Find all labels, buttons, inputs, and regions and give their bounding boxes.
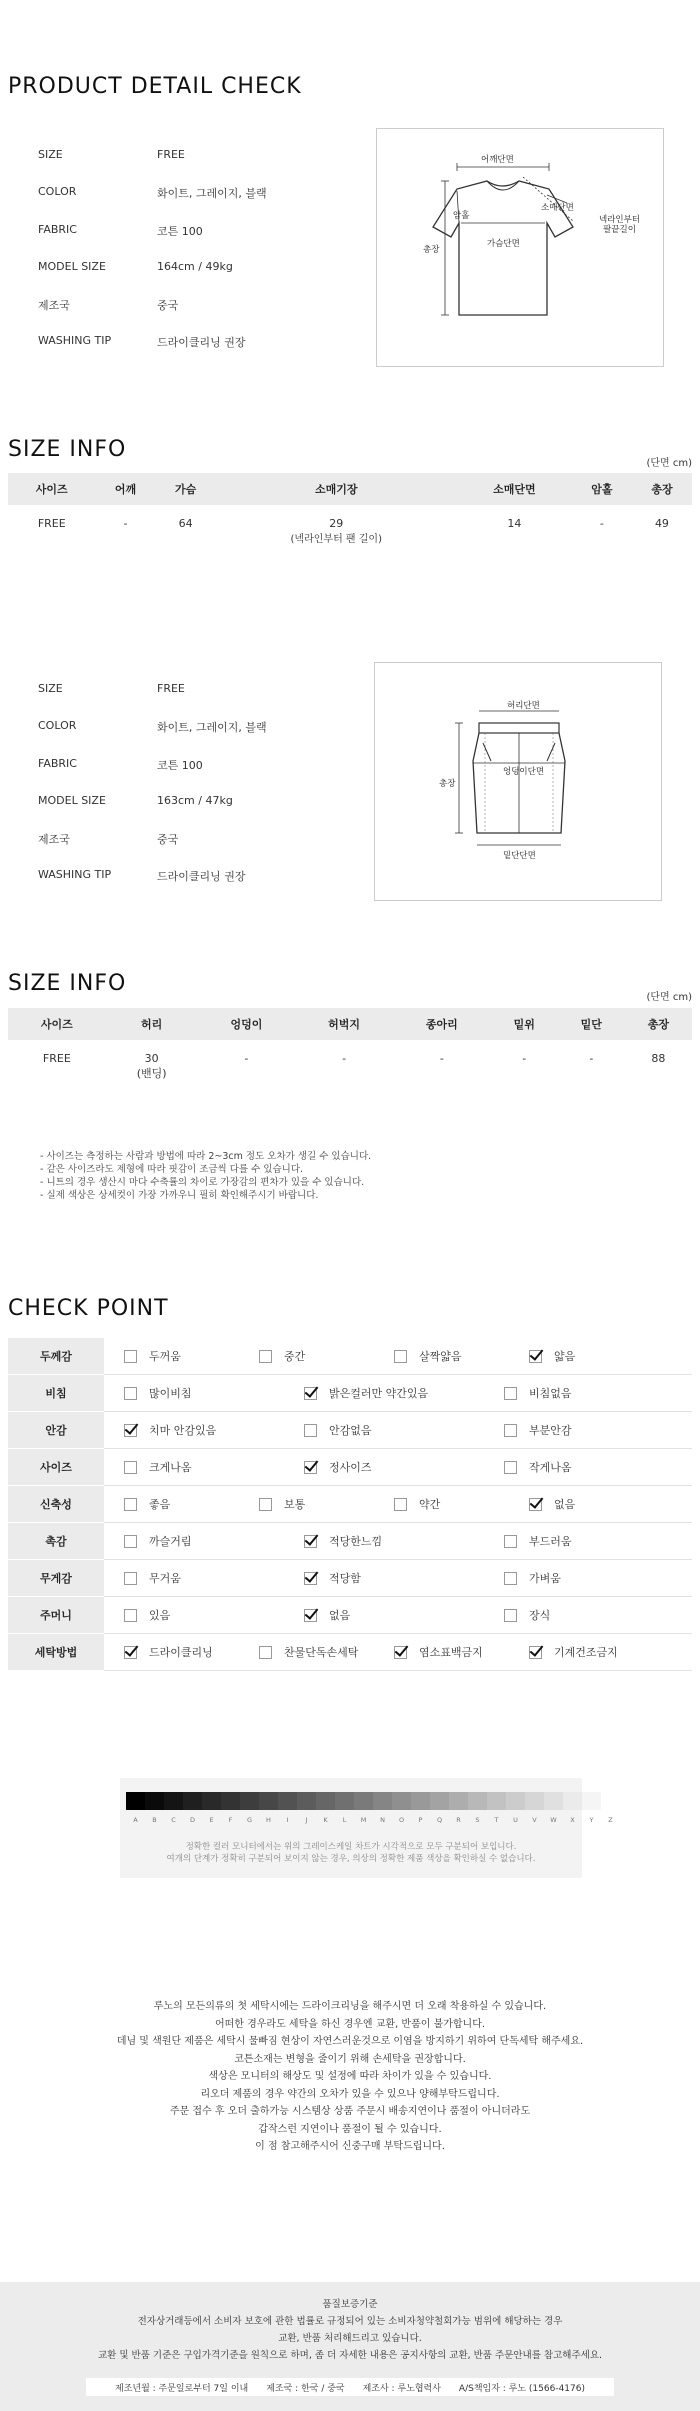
check-point-row bbox=[8, 1597, 692, 1634]
check-option bbox=[529, 1348, 575, 1364]
spec-value: 중국 bbox=[157, 299, 179, 312]
care-line: 루노의 모든의류의 첫 세탁시에는 드라이크리닝을 해주시면 더 오래 착용하실 수 있습니다. bbox=[153, 2001, 547, 2012]
note-line: - 니트의 경우 생산시 마다 수축률의 차이로 가장감의 편차가 있을 수 있습니다. bbox=[40, 1177, 365, 1188]
check-option bbox=[304, 1533, 382, 1549]
unchecked-checkbox-icon bbox=[124, 1350, 137, 1363]
check-point-options bbox=[104, 1449, 692, 1486]
check-option bbox=[504, 1570, 561, 1586]
gray-swatch-letter: X bbox=[570, 1816, 575, 1824]
spec-value: FREE bbox=[157, 148, 185, 161]
unchecked-checkbox-icon bbox=[504, 1424, 517, 1437]
spec-value: 화이트, 그레이지, 블랙 bbox=[157, 187, 267, 200]
footer-line: 전자상거래등에서 소비자 보호에 관한 법률로 규정되어 있는 소비자청약철회가능 범위에 해당하는 경우 bbox=[137, 2316, 563, 2327]
table-cell: 49 bbox=[654, 517, 669, 530]
check-point-category: 무게감 bbox=[8, 1560, 104, 1597]
check-option bbox=[529, 1496, 575, 1512]
check-point-table bbox=[8, 1338, 692, 1671]
hem-label: 밑단단면 bbox=[503, 851, 536, 861]
gray-swatch-letter: E bbox=[209, 1816, 214, 1824]
footer-country: 제조국 : 한국 / 중국 bbox=[266, 2383, 345, 2394]
unchecked-checkbox-icon bbox=[259, 1498, 272, 1511]
spec-label: COLOR bbox=[38, 719, 77, 732]
footer-line: 교환, 반품 처리해드리고 있습니다. bbox=[278, 2333, 422, 2344]
check-point-options bbox=[104, 1338, 692, 1375]
care-line: 데님 및 색원단 제품은 세탁시 물빠짐 현상이 자연스러운것으로 이염을 방지하기 위하여 단독세탁 해주세요. bbox=[116, 2036, 584, 2047]
check-option-label: 부드러움 bbox=[529, 1535, 572, 1548]
gray-swatch-letter: M bbox=[360, 1816, 367, 1824]
gray-swatch bbox=[297, 1792, 316, 1810]
table-header: 총장 bbox=[625, 1008, 692, 1040]
gray-swatch-letter: W bbox=[550, 1816, 557, 1824]
spec-value: 드라이클리닝 권장 bbox=[157, 870, 246, 883]
check-option bbox=[124, 1607, 170, 1623]
check-point-category: 세탁방법 bbox=[8, 1634, 104, 1671]
skirt-size-diagram bbox=[374, 662, 662, 901]
gray-swatch-letter: L bbox=[342, 1816, 347, 1824]
table-header: 엉덩이 bbox=[198, 1008, 296, 1040]
detail-title: PRODUCT DETAIL CHECK bbox=[8, 74, 302, 99]
check-option-label: 좋음 bbox=[149, 1498, 171, 1511]
check-option-label: 기계건조금지 bbox=[554, 1646, 618, 1659]
check-point-options bbox=[104, 1412, 692, 1449]
check-point-title: CHECK POINT bbox=[8, 1296, 169, 1321]
gray-swatch-letter: S bbox=[475, 1816, 480, 1824]
table-cell: - bbox=[589, 1052, 594, 1065]
unchecked-checkbox-icon bbox=[504, 1572, 517, 1585]
gray-swatch bbox=[240, 1792, 259, 1810]
check-option bbox=[259, 1496, 305, 1512]
table-header: 허리 bbox=[106, 1008, 198, 1040]
footer-line: 품질보증기준 bbox=[322, 2299, 378, 2310]
check-option-label: 많이비침 bbox=[149, 1387, 192, 1400]
checked-checkbox-icon bbox=[304, 1535, 317, 1548]
gray-swatch bbox=[487, 1792, 506, 1810]
gray-swatch bbox=[202, 1792, 221, 1810]
check-option-label: 찬물단독손세탁 bbox=[284, 1646, 359, 1659]
checked-checkbox-icon bbox=[124, 1646, 137, 1659]
gray-swatch bbox=[126, 1792, 145, 1810]
check-option-label: 있음 bbox=[149, 1609, 171, 1622]
check-option bbox=[504, 1385, 572, 1401]
gray-swatch-letter: Y bbox=[589, 1816, 594, 1824]
gray-scale-note: 여개의 단계가 정확히 구분되어 보이지 않는 경우, 의상의 정확한 제품 색상을 확인하실 수 없습니다. bbox=[166, 1854, 536, 1864]
spec-label: MODEL SIZE bbox=[38, 260, 106, 273]
care-line: 코튼소재는 변형을 줄이기 위해 손세탁을 권장합니다. bbox=[234, 2053, 466, 2065]
footer-maker: 제조사 : 루노협력사 bbox=[362, 2383, 441, 2394]
care-line: 색상은 모니터의 해상도 및 설정에 따라 차이가 있을 수 있습니다. bbox=[208, 2071, 492, 2082]
unchecked-checkbox-icon bbox=[304, 1424, 317, 1437]
unchecked-checkbox-icon bbox=[124, 1609, 137, 1622]
table-header-row bbox=[8, 1008, 692, 1040]
gray-swatch-letter: A bbox=[133, 1816, 138, 1824]
gray-swatch bbox=[506, 1792, 525, 1810]
note-line: - 같은 사이즈라도 제형에 따라 핏감이 조금씩 다를 수 있습니다. bbox=[40, 1164, 304, 1175]
chest-label: 가슴단면 bbox=[487, 239, 520, 249]
gray-swatch-letter: P bbox=[418, 1816, 423, 1824]
checked-checkbox-icon bbox=[394, 1646, 407, 1659]
check-point-options bbox=[104, 1560, 692, 1597]
size-info-title: SIZE INFO bbox=[8, 971, 127, 996]
unit-label: (단면 cm) bbox=[646, 458, 692, 469]
check-point-row bbox=[8, 1523, 692, 1560]
gray-swatch bbox=[430, 1792, 449, 1810]
check-option-label: 까슬거림 bbox=[149, 1535, 192, 1548]
care-line: 이 점 참고해주시어 신중구매 부탁드립니다. bbox=[255, 2141, 445, 2152]
check-point-category: 두께감 bbox=[8, 1338, 104, 1375]
check-point-category: 사이즈 bbox=[8, 1449, 104, 1486]
size-notes bbox=[40, 1150, 371, 1202]
check-point-row bbox=[8, 1486, 692, 1523]
check-option-label: 작게나옴 bbox=[529, 1461, 572, 1474]
check-option-label: 없음 bbox=[554, 1498, 576, 1511]
check-option-label: 치마 안감있음 bbox=[149, 1424, 217, 1437]
table-header: 종아리 bbox=[393, 1008, 491, 1040]
care-line: 리오더 제품의 경우 약간의 오차가 있을 수 있으나 양해부탁드립니다. bbox=[200, 2088, 500, 2100]
check-option bbox=[304, 1607, 350, 1623]
sleeve-length-value: 29 bbox=[329, 517, 344, 530]
unchecked-checkbox-icon bbox=[394, 1350, 407, 1363]
table-header: 허벅지 bbox=[295, 1008, 393, 1040]
table-cell: - bbox=[439, 1052, 444, 1065]
table-header: 소매기장 bbox=[216, 473, 457, 505]
gray-swatch-letter: H bbox=[266, 1816, 271, 1824]
table-cell: - bbox=[123, 517, 128, 530]
skirt-size-table bbox=[8, 1008, 692, 1089]
checked-checkbox-icon bbox=[529, 1350, 542, 1363]
check-option-label: 적당함 bbox=[329, 1572, 361, 1585]
table-cell: 88 bbox=[651, 1052, 666, 1065]
footer-info-bar bbox=[86, 2378, 614, 2396]
gray-swatch bbox=[525, 1792, 544, 1810]
checked-checkbox-icon bbox=[529, 1646, 542, 1659]
table-header: 밑단 bbox=[558, 1008, 625, 1040]
check-option bbox=[304, 1385, 428, 1401]
gray-swatch-letter: V bbox=[532, 1816, 537, 1824]
gray-swatch bbox=[221, 1792, 240, 1810]
check-option bbox=[124, 1459, 192, 1475]
table-cell: FREE bbox=[42, 1052, 71, 1065]
check-option bbox=[504, 1607, 550, 1623]
unchecked-checkbox-icon bbox=[124, 1498, 137, 1511]
check-option-label: 안감없음 bbox=[329, 1424, 372, 1437]
table-header: 가슴 bbox=[156, 473, 216, 505]
gray-swatch-letter: T bbox=[494, 1816, 499, 1824]
unchecked-checkbox-icon bbox=[504, 1535, 517, 1548]
check-option-label: 두꺼움 bbox=[149, 1350, 181, 1363]
spec-label: 제조국 bbox=[38, 833, 70, 846]
unit-label: (단면 cm) bbox=[646, 992, 692, 1003]
gray-swatch bbox=[392, 1792, 411, 1810]
check-point-row bbox=[8, 1375, 692, 1412]
size-info-title: SIZE INFO bbox=[8, 437, 127, 462]
top-size-table bbox=[8, 473, 692, 554]
gray-swatch-letter: D bbox=[189, 1816, 195, 1824]
unchecked-checkbox-icon bbox=[124, 1572, 137, 1585]
checked-checkbox-icon bbox=[124, 1424, 137, 1437]
waist-note: (밴딩) bbox=[136, 1067, 167, 1080]
gray-swatch-letter: O bbox=[398, 1816, 405, 1824]
check-option-label: 무거움 bbox=[149, 1572, 181, 1585]
check-point-category: 안감 bbox=[8, 1412, 104, 1449]
care-line: 주문 접수 후 오더 출하가능 시스템상 상품 주문시 배송지연이나 품절이 아니더라도 bbox=[169, 2106, 531, 2117]
check-option-label: 살짝얇음 bbox=[419, 1350, 462, 1363]
check-option bbox=[394, 1644, 483, 1660]
check-option-label: 비침없음 bbox=[529, 1387, 572, 1400]
check-option-label: 가벼움 bbox=[529, 1572, 561, 1585]
table-cell: 64 bbox=[178, 517, 193, 530]
table-header-row bbox=[8, 473, 692, 505]
spec-value: 드라이클리닝 권장 bbox=[157, 336, 246, 349]
checked-checkbox-icon bbox=[304, 1609, 317, 1622]
check-option bbox=[124, 1496, 170, 1512]
check-option bbox=[304, 1422, 372, 1438]
footer bbox=[0, 2282, 700, 2411]
top-size-diagram bbox=[376, 128, 664, 367]
gray-swatch bbox=[145, 1792, 164, 1810]
table-header: 사이즈 bbox=[8, 1008, 106, 1040]
check-point-options bbox=[104, 1597, 692, 1634]
check-point-options bbox=[104, 1523, 692, 1560]
table-cell: - bbox=[522, 1052, 527, 1065]
gray-swatch bbox=[544, 1792, 563, 1810]
check-option bbox=[259, 1348, 305, 1364]
neck-to-sleeve-line1: 넥라인부터 bbox=[599, 215, 641, 225]
check-option bbox=[529, 1644, 618, 1660]
gray-scale-swatches bbox=[126, 1792, 620, 1810]
spec-label: FABRIC bbox=[38, 757, 77, 770]
gray-swatch bbox=[278, 1792, 297, 1810]
spec-value: 코튼 100 bbox=[157, 759, 203, 772]
check-point-category: 주머니 bbox=[8, 1597, 104, 1634]
gray-swatch bbox=[582, 1792, 601, 1810]
sleeve-length-note: (넥라인부터 팬 길이) bbox=[290, 534, 382, 545]
check-point-row bbox=[8, 1449, 692, 1486]
unchecked-checkbox-icon bbox=[504, 1387, 517, 1400]
check-point-options bbox=[104, 1375, 692, 1412]
gray-swatch-letter: G bbox=[246, 1816, 253, 1824]
unchecked-checkbox-icon bbox=[394, 1498, 407, 1511]
check-option-label: 적당한느낌 bbox=[329, 1535, 383, 1548]
check-point-row bbox=[8, 1634, 692, 1671]
footer-as-contact: A/S책임자 : 루노 (1566-4176) bbox=[458, 2383, 585, 2394]
spec-value: 화이트, 그레이지, 블랙 bbox=[157, 721, 267, 734]
table-header: 밑위 bbox=[491, 1008, 558, 1040]
table-cell: - bbox=[342, 1052, 347, 1065]
gray-swatch-letter: R bbox=[456, 1816, 461, 1824]
check-option bbox=[124, 1348, 181, 1364]
gray-swatch-letter: U bbox=[513, 1816, 518, 1824]
table-cell bbox=[106, 1040, 198, 1089]
waist-value: 30 bbox=[144, 1052, 159, 1065]
waist-label: 허리단면 bbox=[507, 701, 540, 711]
check-option-label: 없음 bbox=[329, 1609, 351, 1622]
check-point-row bbox=[8, 1560, 692, 1597]
gray-scale-chart bbox=[120, 1778, 613, 1878]
check-option bbox=[124, 1422, 216, 1438]
check-option bbox=[124, 1644, 213, 1660]
check-option bbox=[304, 1570, 361, 1586]
table-header: 총장 bbox=[632, 473, 692, 505]
gray-swatch bbox=[449, 1792, 468, 1810]
table-header: 어깨 bbox=[96, 473, 156, 505]
table-row bbox=[8, 1040, 692, 1089]
spec-label: WASHING TIP bbox=[38, 868, 112, 881]
gray-swatch-letter: N bbox=[380, 1816, 385, 1824]
gray-swatch-letter: I bbox=[286, 1816, 289, 1824]
check-point-category: 신축성 bbox=[8, 1486, 104, 1523]
check-option-label: 드라이클리닝 bbox=[149, 1646, 213, 1659]
unchecked-checkbox-icon bbox=[124, 1387, 137, 1400]
gray-swatch-letter: C bbox=[171, 1816, 176, 1824]
unchecked-checkbox-icon bbox=[124, 1535, 137, 1548]
check-option-label: 보통 bbox=[284, 1498, 306, 1511]
gray-swatch bbox=[183, 1792, 202, 1810]
gray-swatch-letter: J bbox=[305, 1816, 308, 1824]
gray-swatch bbox=[164, 1792, 183, 1810]
table-cell: 14 bbox=[507, 517, 522, 530]
table-header: 사이즈 bbox=[8, 473, 96, 505]
note-line: - 실제 색상은 상세컷이 가장 가까우니 필히 확인해주시기 바랍니다. bbox=[40, 1190, 319, 1201]
spec-value: 코튼 100 bbox=[157, 225, 203, 238]
check-option-label: 밝은컬러만 약간있음 bbox=[329, 1387, 429, 1400]
table-cell bbox=[216, 505, 457, 554]
check-point-row bbox=[8, 1412, 692, 1449]
shoulder-label: 어깨단면 bbox=[481, 155, 514, 165]
check-option bbox=[124, 1385, 192, 1401]
spec-label: FABRIC bbox=[38, 223, 77, 236]
spec-value: 163cm / 47kg bbox=[157, 794, 233, 807]
gray-swatch bbox=[335, 1792, 354, 1810]
check-option bbox=[304, 1459, 372, 1475]
spec-value: 중국 bbox=[157, 833, 179, 846]
neck-to-sleeve-line2: 팔끝길이 bbox=[603, 225, 636, 235]
spec-label: 제조국 bbox=[38, 299, 70, 312]
gray-scale-letters bbox=[126, 1816, 620, 1824]
table-cell: - bbox=[599, 517, 604, 530]
tshirt-illustration bbox=[377, 129, 663, 366]
spec-label: SIZE bbox=[38, 682, 63, 695]
gray-swatch bbox=[259, 1792, 278, 1810]
gray-swatch bbox=[468, 1792, 487, 1810]
gray-swatch bbox=[354, 1792, 373, 1810]
check-option bbox=[259, 1644, 358, 1660]
gray-swatch-letter: K bbox=[323, 1816, 328, 1824]
check-option-label: 얇음 bbox=[554, 1350, 576, 1363]
check-option bbox=[504, 1422, 572, 1438]
spec-value: FREE bbox=[157, 682, 185, 695]
spec-label: WASHING TIP bbox=[38, 334, 112, 347]
check-option bbox=[394, 1496, 440, 1512]
gray-swatch bbox=[563, 1792, 582, 1810]
check-point-category: 비침 bbox=[8, 1375, 104, 1412]
neck-to-sleeve-label bbox=[599, 215, 640, 235]
care-line: 어떠한 경우라도 세탁을 하신 경우엔 교환, 반품이 불가합니다. bbox=[214, 2018, 486, 2030]
note-line: - 사이즈는 측정하는 사람과 방법에 따라 2~3cm 정도 오차가 생길 수 있습니다. bbox=[40, 1151, 372, 1162]
gray-swatch-letter: Q bbox=[436, 1816, 443, 1824]
spec-label: MODEL SIZE bbox=[38, 794, 106, 807]
check-option bbox=[124, 1570, 181, 1586]
gray-swatch-letter: F bbox=[228, 1816, 233, 1824]
check-option-label: 중간 bbox=[284, 1350, 306, 1363]
gray-swatch-letter: Z bbox=[608, 1816, 613, 1824]
length-label: 총장 bbox=[439, 779, 456, 789]
spec-label: SIZE bbox=[38, 148, 63, 161]
check-option bbox=[394, 1348, 462, 1364]
footer-line: 교환 및 반품 기준은 구입가격기준을 원칙으로 하며, 좀 더 자세한 내용은 공지사항의 교환, 반품 주문안내를 참고해주세요. bbox=[97, 2350, 603, 2361]
spec-label: COLOR bbox=[38, 185, 77, 198]
check-option-label: 부분안감 bbox=[529, 1424, 572, 1437]
unchecked-checkbox-icon bbox=[259, 1350, 272, 1363]
table-header: 소매단면 bbox=[457, 473, 572, 505]
hip-label: 엉덩이단면 bbox=[503, 767, 545, 777]
table-cell: - bbox=[244, 1052, 249, 1065]
checked-checkbox-icon bbox=[304, 1387, 317, 1400]
armhole-label: 암홀 bbox=[453, 211, 470, 221]
table-cell: FREE bbox=[37, 517, 66, 530]
footer-manufacture-date: 제조년월 : 주문일로부터 7일 이내 bbox=[115, 2383, 249, 2394]
check-point-options bbox=[104, 1486, 692, 1523]
gray-swatch bbox=[601, 1792, 620, 1810]
table-header: 암홀 bbox=[572, 473, 632, 505]
check-point-category: 촉감 bbox=[8, 1523, 104, 1560]
check-option bbox=[124, 1533, 192, 1549]
unchecked-checkbox-icon bbox=[504, 1609, 517, 1622]
sleeve-width-label: 소매단면 bbox=[541, 203, 574, 213]
gray-swatch bbox=[316, 1792, 335, 1810]
unchecked-checkbox-icon bbox=[259, 1646, 272, 1659]
unchecked-checkbox-icon bbox=[504, 1461, 517, 1474]
checked-checkbox-icon bbox=[529, 1498, 542, 1511]
gray-swatch bbox=[373, 1792, 392, 1810]
check-point-options bbox=[104, 1634, 692, 1671]
checked-checkbox-icon bbox=[304, 1572, 317, 1585]
check-option-label: 크게나옴 bbox=[149, 1461, 192, 1474]
check-option-label: 정사이즈 bbox=[329, 1461, 372, 1474]
table-row bbox=[8, 505, 692, 554]
gray-swatch-letter: B bbox=[152, 1816, 157, 1824]
checked-checkbox-icon bbox=[304, 1461, 317, 1474]
check-option bbox=[504, 1533, 572, 1549]
care-line: 갑작스런 지연이나 품절이 될 수 있습니다. bbox=[258, 2123, 442, 2135]
check-option bbox=[504, 1459, 572, 1475]
unchecked-checkbox-icon bbox=[124, 1461, 137, 1474]
spec-value: 164cm / 49kg bbox=[157, 260, 233, 273]
check-option-label: 장식 bbox=[529, 1609, 551, 1622]
gray-swatch bbox=[411, 1792, 430, 1810]
check-point-row bbox=[8, 1338, 692, 1375]
length-label: 총장 bbox=[423, 245, 440, 255]
gray-scale-note: 정확한 컬러 모니터에서는 위의 그레이스케일 차트가 시각적으로 모두 구분되어 보입니다. bbox=[185, 1842, 517, 1852]
care-notes bbox=[0, 1998, 700, 2156]
check-option-label: 약간 bbox=[419, 1498, 441, 1511]
check-option-label: 염소표백금지 bbox=[419, 1646, 483, 1659]
